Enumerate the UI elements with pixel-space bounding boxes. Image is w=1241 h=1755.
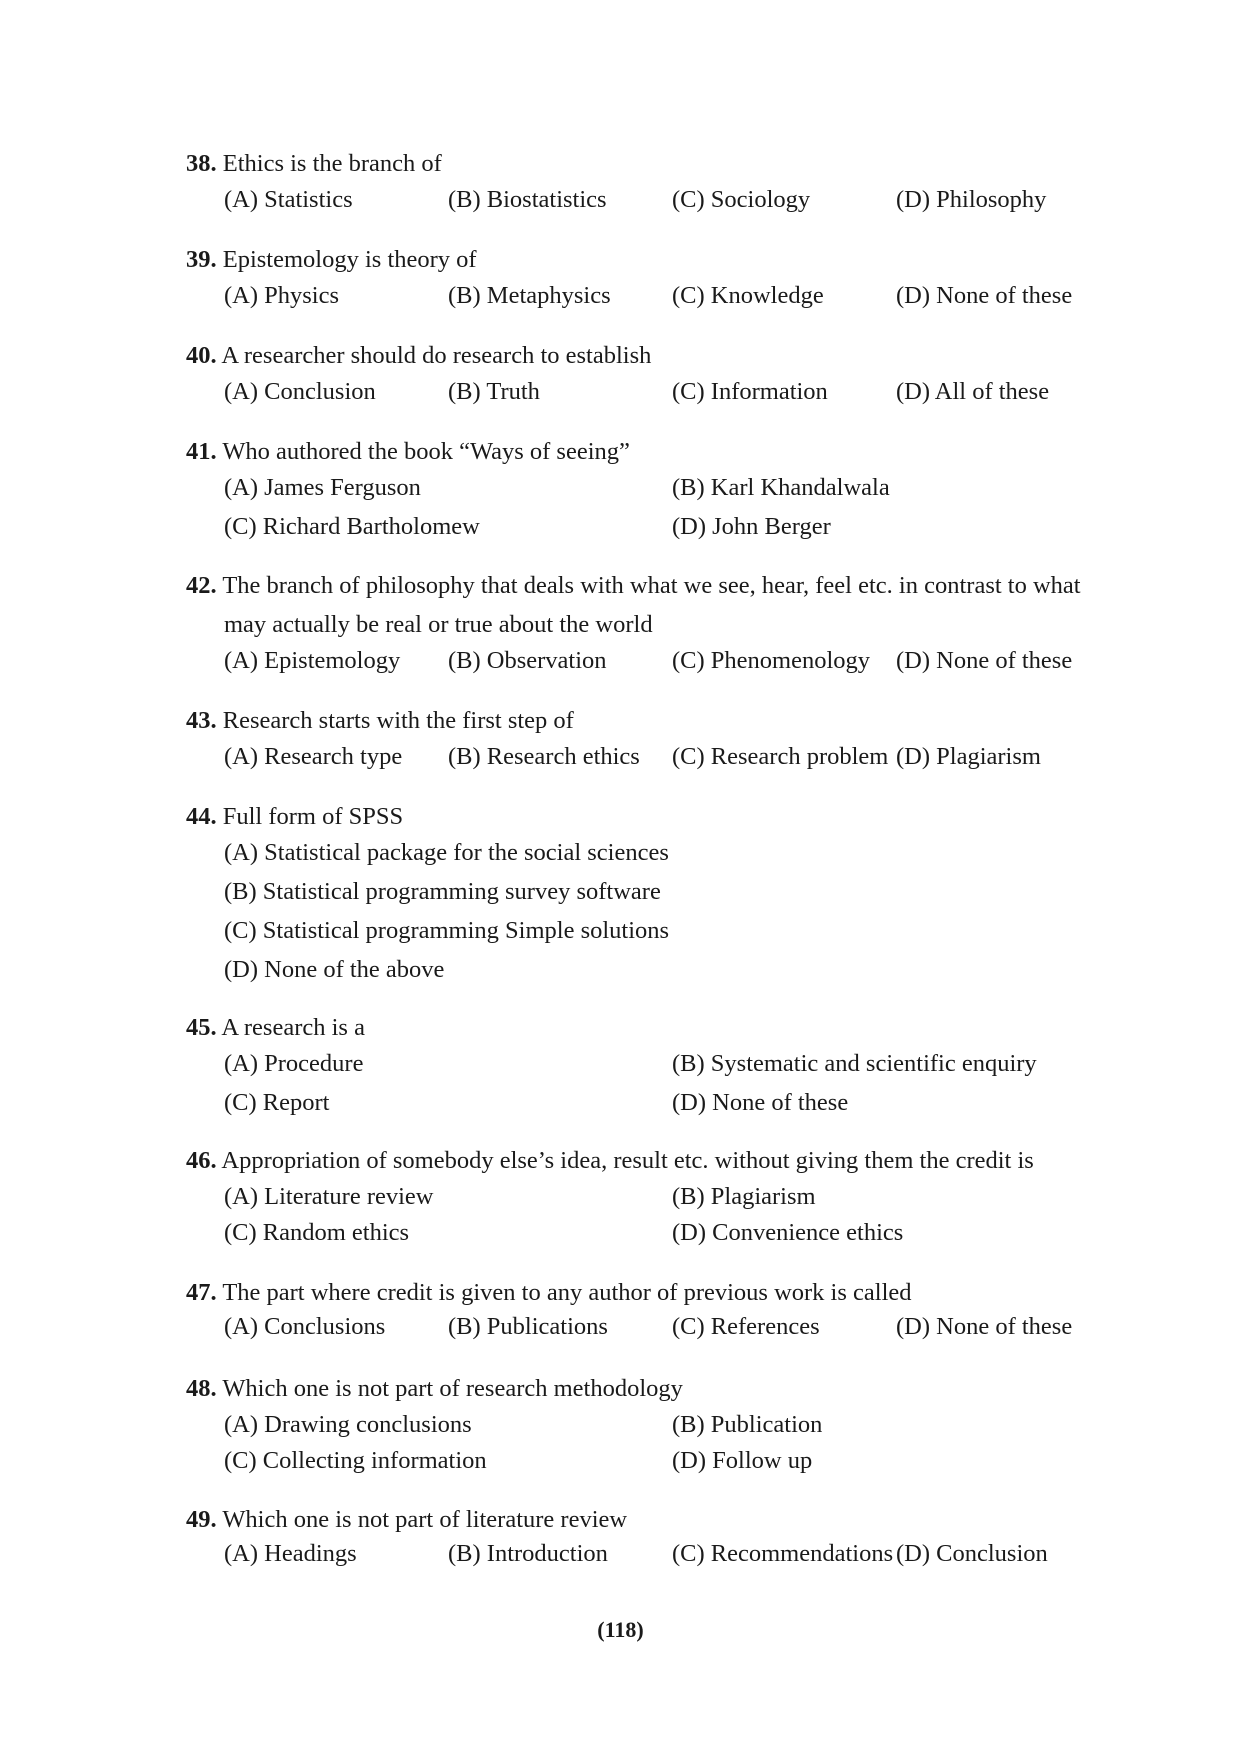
question-42 bbox=[186, 566, 1116, 680]
question-46 bbox=[186, 1143, 1116, 1251]
question-number: 49. bbox=[186, 1506, 217, 1533]
option-d: (D) Follow up bbox=[672, 1447, 813, 1474]
option-b: (B) Systematic and scientific enquiry bbox=[672, 1050, 1037, 1077]
option-d: (D) Philosophy bbox=[896, 186, 1047, 213]
option-b: (B) Publications bbox=[448, 1313, 608, 1340]
question-stem: A researcher should do research to establish bbox=[221, 342, 652, 369]
option-c: (C) Research problem bbox=[672, 743, 889, 770]
option-d: (D) None of these bbox=[896, 1313, 1073, 1340]
option-c: (C) Richard Bartholomew bbox=[224, 513, 480, 540]
option-a: (A) Research type bbox=[224, 743, 403, 770]
question-stem: A research is a bbox=[221, 1014, 365, 1041]
option-c: (C) Statistical programming Simple solutions bbox=[224, 917, 670, 944]
question-stem: Ethics is the branch of bbox=[222, 150, 442, 177]
option-a: (A) Epistemology bbox=[224, 647, 401, 674]
question-47 bbox=[186, 1273, 1116, 1346]
question-39 bbox=[186, 240, 1116, 315]
option-b: (B) Observation bbox=[448, 647, 607, 674]
question-stem: The part where credit is given to any author of previous work is called bbox=[222, 1279, 912, 1306]
question-stem: Epistemology is theory of bbox=[222, 246, 477, 273]
question-number: 43. bbox=[186, 707, 217, 734]
option-a: (A) Literature review bbox=[224, 1183, 434, 1210]
option-a: (A) Procedure bbox=[224, 1050, 364, 1077]
question-stem: Who authored the book “Ways of seeing” bbox=[222, 438, 630, 465]
question-number: 46. bbox=[186, 1147, 217, 1174]
option-a: (A) Conclusion bbox=[224, 378, 376, 405]
option-a: (A) Statistics bbox=[224, 186, 353, 213]
option-c: (C) Random ethics bbox=[224, 1219, 410, 1246]
option-b: (B) Biostatistics bbox=[448, 186, 607, 213]
question-stem: Appropriation of somebody else’s idea, result etc. without giving them the credit is bbox=[221, 1147, 1034, 1174]
question-number: 47. bbox=[186, 1279, 217, 1306]
question-38 bbox=[186, 144, 1116, 219]
option-a: (A) James Ferguson bbox=[224, 474, 421, 501]
option-b: (B) Introduction bbox=[448, 1540, 608, 1567]
question-number: 44. bbox=[186, 803, 217, 830]
option-d: (D) Conclusion bbox=[896, 1540, 1048, 1567]
question-stem: Which one is not part of research methodology bbox=[222, 1375, 683, 1402]
option-b: (B) Research ethics bbox=[448, 743, 640, 770]
question-48 bbox=[186, 1371, 1116, 1479]
option-b: (B) Statistical programming survey software bbox=[224, 878, 661, 905]
option-c: (C) Collecting information bbox=[224, 1447, 487, 1474]
option-a: (A) Physics bbox=[224, 282, 340, 309]
option-d: (D) All of these bbox=[896, 378, 1050, 405]
question-43 bbox=[186, 701, 1116, 776]
option-b: (B) Truth bbox=[448, 378, 540, 405]
question-number: 48. bbox=[186, 1375, 217, 1402]
option-c: (C) Recommendations bbox=[672, 1540, 894, 1567]
option-b: (B) Plagiarism bbox=[672, 1183, 816, 1210]
option-d: (D) Plagiarism bbox=[896, 743, 1041, 770]
question-45 bbox=[186, 1008, 1116, 1122]
option-c: (C) Sociology bbox=[672, 186, 811, 213]
question-number: 45. bbox=[186, 1014, 217, 1041]
question-number: 41. bbox=[186, 438, 217, 465]
question-number: 39. bbox=[186, 246, 217, 273]
question-stem-continued: may actually be real or true about the world bbox=[224, 611, 653, 638]
question-stem: Research starts with the first step of bbox=[222, 707, 574, 734]
option-c: (C) References bbox=[672, 1313, 820, 1340]
option-d: (D) None of the above bbox=[224, 956, 445, 983]
question-41 bbox=[186, 432, 1116, 546]
option-c: (C) Knowledge bbox=[672, 282, 824, 309]
question-number: 42. bbox=[186, 572, 217, 599]
question-44 bbox=[186, 797, 1116, 989]
question-number: 40. bbox=[186, 342, 217, 369]
page-number: (118) bbox=[597, 1617, 644, 1642]
option-d: (D) John Berger bbox=[672, 513, 831, 540]
option-a: (A) Drawing conclusions bbox=[224, 1411, 472, 1438]
option-c: (C) Report bbox=[224, 1089, 330, 1116]
option-a: (A) Headings bbox=[224, 1540, 357, 1567]
option-b: (B) Karl Khandalwala bbox=[672, 474, 890, 501]
question-stem: The branch of philosophy that deals with what we see, hear, feel etc. in contrast to what bbox=[222, 572, 1081, 599]
option-b: (B) Metaphysics bbox=[448, 282, 611, 309]
question-stem: Which one is not part of literature review bbox=[222, 1506, 628, 1533]
question-40 bbox=[186, 336, 1116, 411]
option-d: (D) None of these bbox=[672, 1089, 849, 1116]
option-a: (A) Conclusions bbox=[224, 1313, 386, 1340]
option-c: (C) Phenomenology bbox=[672, 647, 871, 674]
option-d: (D) None of these bbox=[896, 647, 1073, 674]
question-stem: Full form of SPSS bbox=[222, 803, 404, 830]
question-number: 38. bbox=[186, 150, 217, 177]
option-a: (A) Statistical package for the social sciences bbox=[224, 839, 669, 866]
option-c: (C) Information bbox=[672, 378, 828, 405]
option-d: (D) Convenience ethics bbox=[672, 1219, 904, 1246]
option-d: (D) None of these bbox=[896, 282, 1073, 309]
option-b: (B) Publication bbox=[672, 1411, 823, 1438]
question-49 bbox=[186, 1500, 1116, 1573]
